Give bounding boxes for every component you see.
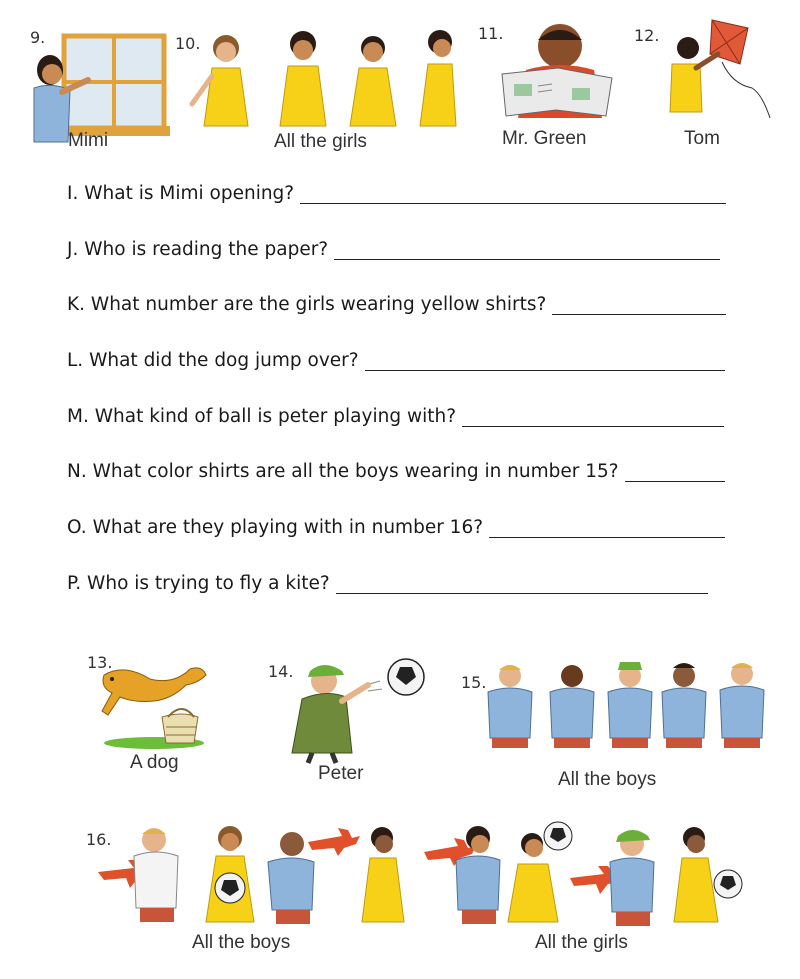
panel-12-number: 12.: [634, 26, 660, 45]
question-text: What color shirts are all the boys wearing in number 15?: [92, 461, 619, 482]
caption-all-the-girls: All the girls: [274, 131, 367, 152]
answer-line[interactable]: [336, 575, 708, 594]
peter-soccer-ball-illustration: [272, 655, 432, 765]
answer-line[interactable]: [552, 296, 726, 315]
answer-line[interactable]: [300, 185, 726, 204]
question-p: [67, 573, 708, 594]
answer-line[interactable]: [462, 408, 724, 427]
question-m: [67, 406, 724, 427]
panel-11-number: 11.: [478, 24, 504, 43]
question-text: What did the dog jump over?: [89, 350, 359, 371]
girls-in-yellow-illustration: [188, 30, 478, 130]
question-text: What is Mimi opening?: [84, 183, 295, 204]
answer-line[interactable]: [334, 241, 720, 260]
question-letter: L.: [67, 350, 84, 371]
caption-mimi: Mimi: [68, 130, 109, 151]
question-letter: O.: [67, 517, 87, 538]
panel-15-number: 15.: [461, 673, 487, 692]
question-text: Who is trying to fly a kite?: [87, 573, 330, 594]
caption-a-dog: A dog: [130, 752, 179, 773]
caption-all-the-girls-16: All the girls: [535, 932, 628, 953]
answer-line[interactable]: [625, 463, 725, 482]
panel-13-number: 13.: [87, 653, 113, 672]
caption-all-the-boys-16: All the boys: [192, 932, 291, 953]
panel-14-number: 14.: [268, 662, 294, 681]
children-with-planes-and-balls-illustration: [98, 822, 748, 932]
caption-tom: Tom: [684, 128, 720, 149]
panel-16-number: 16.: [86, 830, 112, 849]
question-i: [67, 183, 726, 204]
mr-green-newspaper-illustration: [498, 12, 618, 122]
caption-mr-green: Mr. Green: [502, 128, 587, 149]
question-text: What kind of ball is peter playing with?: [94, 406, 457, 427]
question-o: [67, 517, 725, 538]
caption-peter: Peter: [318, 763, 364, 784]
question-k: [67, 294, 726, 315]
panel-9-number: 9.: [30, 28, 46, 47]
question-letter: I.: [67, 183, 79, 204]
question-letter: J.: [67, 239, 79, 260]
question-letter: P.: [67, 573, 82, 594]
question-letter: K.: [67, 294, 86, 315]
panel-10-number: 10.: [175, 34, 201, 53]
boys-in-blue-illustration: [480, 658, 780, 758]
answer-line[interactable]: [365, 352, 725, 371]
question-l: [67, 350, 725, 371]
question-text: What number are the girls wearing yellow shirts?: [90, 294, 547, 315]
question-letter: M.: [67, 406, 89, 427]
question-n: [67, 461, 725, 482]
question-letter: N.: [67, 461, 87, 482]
tom-kite-illustration: [660, 14, 775, 124]
answer-line[interactable]: [489, 519, 725, 538]
caption-all-the-boys-15: All the boys: [558, 769, 657, 790]
question-j: [67, 239, 720, 260]
question-text: What are they playing with in number 16?: [92, 517, 484, 538]
dog-jumping-illustration: [94, 655, 214, 750]
question-text: Who is reading the paper?: [84, 239, 329, 260]
